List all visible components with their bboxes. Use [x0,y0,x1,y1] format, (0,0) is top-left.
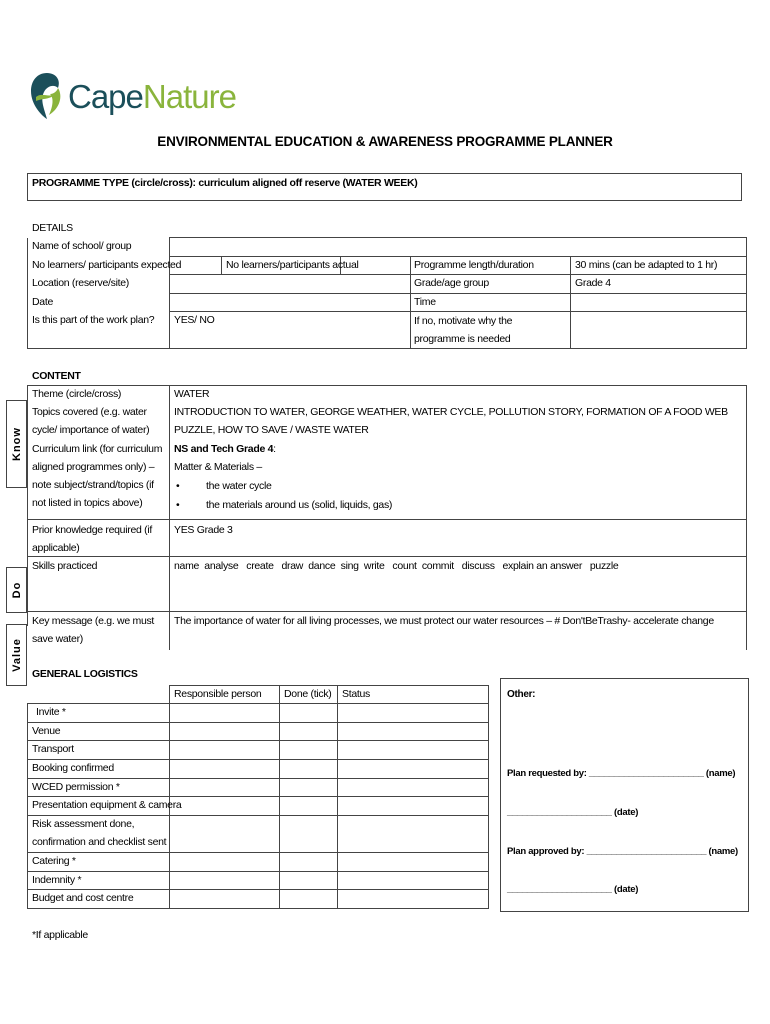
key-message-value: The importance of water for all living processes, we must protect our water resources – # Don'tBeTrashy- accelerate change [174,615,714,627]
date-label: Date [32,296,53,308]
logistics-row-label: Indemnity * [32,874,82,886]
col-done-header: Done (tick) [284,688,332,700]
col-status-header: Status [342,688,370,700]
learners-actual-field[interactable] [342,257,409,273]
logistics-row-label: Budget and cost centre [32,892,134,904]
side-label-do [6,567,27,613]
logistics-heading: GENERAL LOGISTICS [32,668,138,680]
school-field[interactable] [171,238,745,255]
curriculum-heading-text: NS and Tech Grade 4 [174,443,274,455]
plan-requested-date[interactable]: _____________________ (date) [507,807,639,818]
other-box [500,678,749,912]
logistics-row-label: Transport [32,743,74,755]
content-heading: CONTENT [32,370,81,382]
topics-value: INTRODUCTION TO WATER, GEORGE WEATHER, WATER CYCLE, POLLUTION STORY, FORMATION OF A FOOD WEB PUZZLE, HOW TO SAVE / WASTE WATER [174,406,728,436]
brand-name [68,78,236,116]
logistics-row-label: Invite * [36,706,66,718]
capenature-logo-icon [30,70,64,120]
length-value: 30 mins (can be adapted to 1 hr) [575,259,718,271]
grade-value: Grade 4 [575,277,611,289]
brand-name-nature: Nature [142,78,236,115]
location-label: Location (reserve/site) [32,277,129,289]
theme-value: WATER [174,388,210,400]
footnote: *If applicable [32,929,88,941]
curriculum-bullet: • [176,480,180,492]
logistics-row-label: WCED permission * [32,781,120,793]
curriculum-item: the materials around us (solid, liquids, gas) [206,499,393,511]
capenature-logo [30,70,236,122]
school-label: Name of school/ group [32,240,132,252]
curriculum-heading: NS and Tech Grade 4: [174,443,276,455]
time-field[interactable] [572,294,745,310]
side-label-know [6,400,27,488]
logistics-row-label: Booking confirmed [32,762,114,774]
topics-label: Topics covered (e.g. water cycle/ importance of water) [32,406,150,436]
details-heading: DETAILS [32,222,73,234]
plan-requested-line[interactable]: Plan requested by: _______________________ (name) [507,768,736,779]
prior-label: Prior knowledge required (if applicable) [32,524,152,554]
logistics-row-label: Venue [32,725,61,737]
other-label: Other: [507,689,536,700]
work-plan-label: Is this part of the work plan? [32,314,155,326]
plan-approved-line[interactable]: Plan approved by: ________________________ (name) [507,846,738,857]
skills-label: Skills practiced [32,560,98,572]
learners-actual-label: No learners/participants actual [226,259,359,271]
programme-type-text: PROGRAMME TYPE (circle/cross): curriculum aligned off reserve (WATER WEEK) [32,177,418,189]
logistics-row-label: Risk assessment done, confirmation and checklist sent [32,818,167,848]
curriculum-label: Curriculum link (for curriculum aligned programmes only) – note subject/strand/topics (if not listed in topics above) [32,443,163,509]
plan-approved-date[interactable]: _____________________ (date) [507,884,639,895]
date-field[interactable] [171,294,409,310]
page-title: ENVIRONMENTAL EDUCATION & AWARENESS PROGRAMME PLANNER [157,134,613,149]
learners-expected-field[interactable] [171,257,220,273]
side-label-value-text: Value [10,638,23,672]
prior-value: YES Grade 3 [174,524,233,536]
key-message-label: Key message (e.g. we must save water) [32,615,155,645]
col-responsible-header: Responsible person [174,688,262,700]
curriculum-bullet: • [176,499,180,511]
side-label-do-text: Do [10,581,23,599]
curriculum-item: the water cycle [206,480,272,492]
time-label: Time [414,296,436,308]
length-label: Programme length/duration [414,259,534,271]
motivate-field[interactable] [572,312,745,347]
work-plan-value[interactable]: YES/ NO [174,314,215,326]
curriculum-sub: Matter & Materials – [174,461,262,473]
theme-label: Theme (circle/cross) [32,388,122,400]
learners-expected-label: No learners/ participants expected [32,259,182,271]
side-label-value [6,624,27,686]
brand-name-cape: Cape [68,78,143,115]
logistics-row-label: Catering * [32,855,76,867]
side-label-know-text: Know [10,427,23,461]
location-field[interactable] [171,275,409,292]
motivate-label: If no, motivate why the programme is needed [414,315,513,345]
logistics-row-label: Presentation equipment & camera [32,799,182,811]
skills-value: name analyse create draw dance sing write count commit discuss explain an answer puzzle [174,560,619,572]
grade-label: Grade/age group [414,277,489,289]
